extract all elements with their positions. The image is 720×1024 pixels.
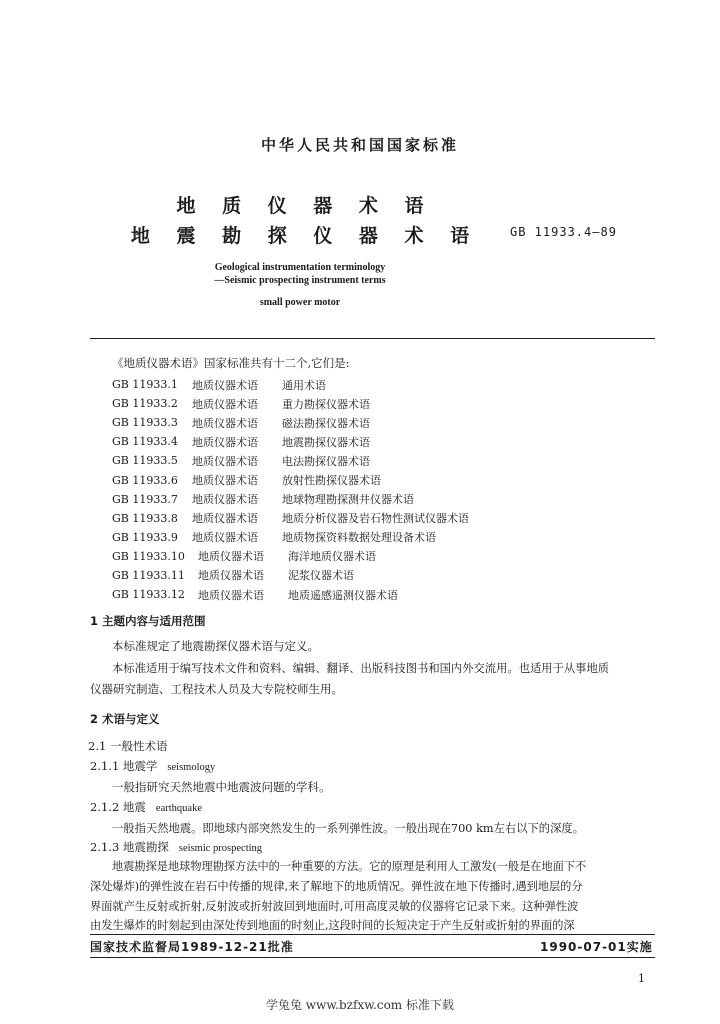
list-item: GB 11933.12 地质仪器术语 地质遥感遥测仪器术语 xyxy=(112,588,398,602)
list-item: GB 11933.10 地质仪器术语 海洋地质仪器术语 xyxy=(112,549,376,564)
english-title-line1: Geological instrumentation terminology xyxy=(214,262,386,273)
list-item: GB 11933.3 地质仪器术语 磁法勘探仪器术语 xyxy=(112,416,370,430)
doc-title-line1: 地 质 仪 器 术 语 xyxy=(176,195,434,217)
section1-para2-line2: 仪器研究制造、工程技术人员及大专院校师生用。 xyxy=(90,682,343,696)
list-item: GB 11933.7 地质仪器术语 地球物理勘探测井仪器术语 xyxy=(112,492,414,507)
footer-rule xyxy=(90,934,655,935)
term-2-1-3-line4: 由发生爆炸的时刻起到由深处传到地面的时刻止,这段时间的长短决定于产生反射或折射的界面的深 xyxy=(90,919,575,932)
list-item: GB 11933.9 地质仪器术语 地质物探资料数据处理设备术语 xyxy=(112,530,436,545)
term-2-1-3-line1: 地震勘探是地球物理勘探方法中的一种重要的方法。它的原理是利用人工激发(一般是在地面下不 xyxy=(112,860,587,873)
term-2-1-1: 2.1.1 地震学 seismology xyxy=(90,759,216,773)
section1-heading: 1 主题内容与适用范围 xyxy=(90,614,206,628)
term-2-1-3-line2: 深处爆炸)的弹性波在岩石中传播的规律,来了解地下的地质情况。弹性波在地下传播时,遇到地层的分 xyxy=(90,880,583,893)
term-2-1-3: 2.1.3 地震勘探 seismic prospecting xyxy=(90,840,263,854)
english-title-line2: —Seismic prospecting instrument terms xyxy=(214,275,386,286)
english-title-line3: small power motor xyxy=(259,297,341,308)
list-item: GB 11933.5 地质仪器术语 电法勘探仪器术语 xyxy=(112,454,370,468)
section1-para1: 本标准规定了地震勘探仪器术语与定义。 xyxy=(112,639,319,653)
list-item: GB 11933.4 地质仪器术语 地震勘探仪器术语 xyxy=(112,435,370,449)
intro-text: 《地质仪器术语》国家标准共有十二个,它们是: xyxy=(112,356,350,370)
approval-date: 国家技术监督局1989-12-21批准 xyxy=(90,940,294,954)
effective-date: 1990-07-01实施 xyxy=(540,940,653,954)
term-2-1-1-definition: 一般指研究天然地震中地震波问题的学科。 xyxy=(112,780,331,794)
list-item: GB 11933.1 地质仪器术语 通用术语 xyxy=(112,378,326,392)
term-2-1-2: 2.1.2 地震 earthquake xyxy=(90,800,202,814)
term-2-1-2-definition: 一般指天然地震。即地球内部突然发生的一系列弹性波。一般出现在700 km左右以下的深度。 xyxy=(112,822,584,835)
list-item: GB 11933.8 地质仪器术语 地质分析仪器及岩石物性测试仪器术语 xyxy=(112,511,469,526)
list-item: GB 11933.6 地质仪器术语 放射性勘探仪器术语 xyxy=(112,473,381,488)
page-number: 1 xyxy=(638,972,645,985)
watermark-text: 学兔兔 www.bzfxw.com 标准下载 xyxy=(265,998,455,1012)
list-item: GB 11933.11 地质仪器术语 泥浆仪器术语 xyxy=(112,568,354,583)
footer-rule-bottom xyxy=(90,957,655,958)
list-item: GB 11933.2 地质仪器术语 重力勘探仪器术语 xyxy=(112,397,370,411)
standard-code: GB 11933.4—89 xyxy=(510,225,617,239)
subsection-2-1: 2.1 一般性术语 xyxy=(88,739,168,753)
doc-title-line2: 地 震 勘 探 仪 器 术 语 xyxy=(130,225,480,247)
term-2-1-3-line3: 界面就产生反射或折射,反射波或折射波回到地面时,可用高度灵敏的仪器将它记录下来。这种弹性波 xyxy=(90,900,579,913)
org-title: 中华人民共和国国家标准 xyxy=(260,136,459,154)
section2-heading: 2 术语与定义 xyxy=(90,712,160,726)
standards-list xyxy=(112,375,469,604)
section1-para2-line1: 本标准适用于编写技术文件和资料、编辑、翻译、出版科技图书和国内外交流用。也适用于从事地质 xyxy=(112,662,610,675)
header-rule xyxy=(90,338,655,339)
